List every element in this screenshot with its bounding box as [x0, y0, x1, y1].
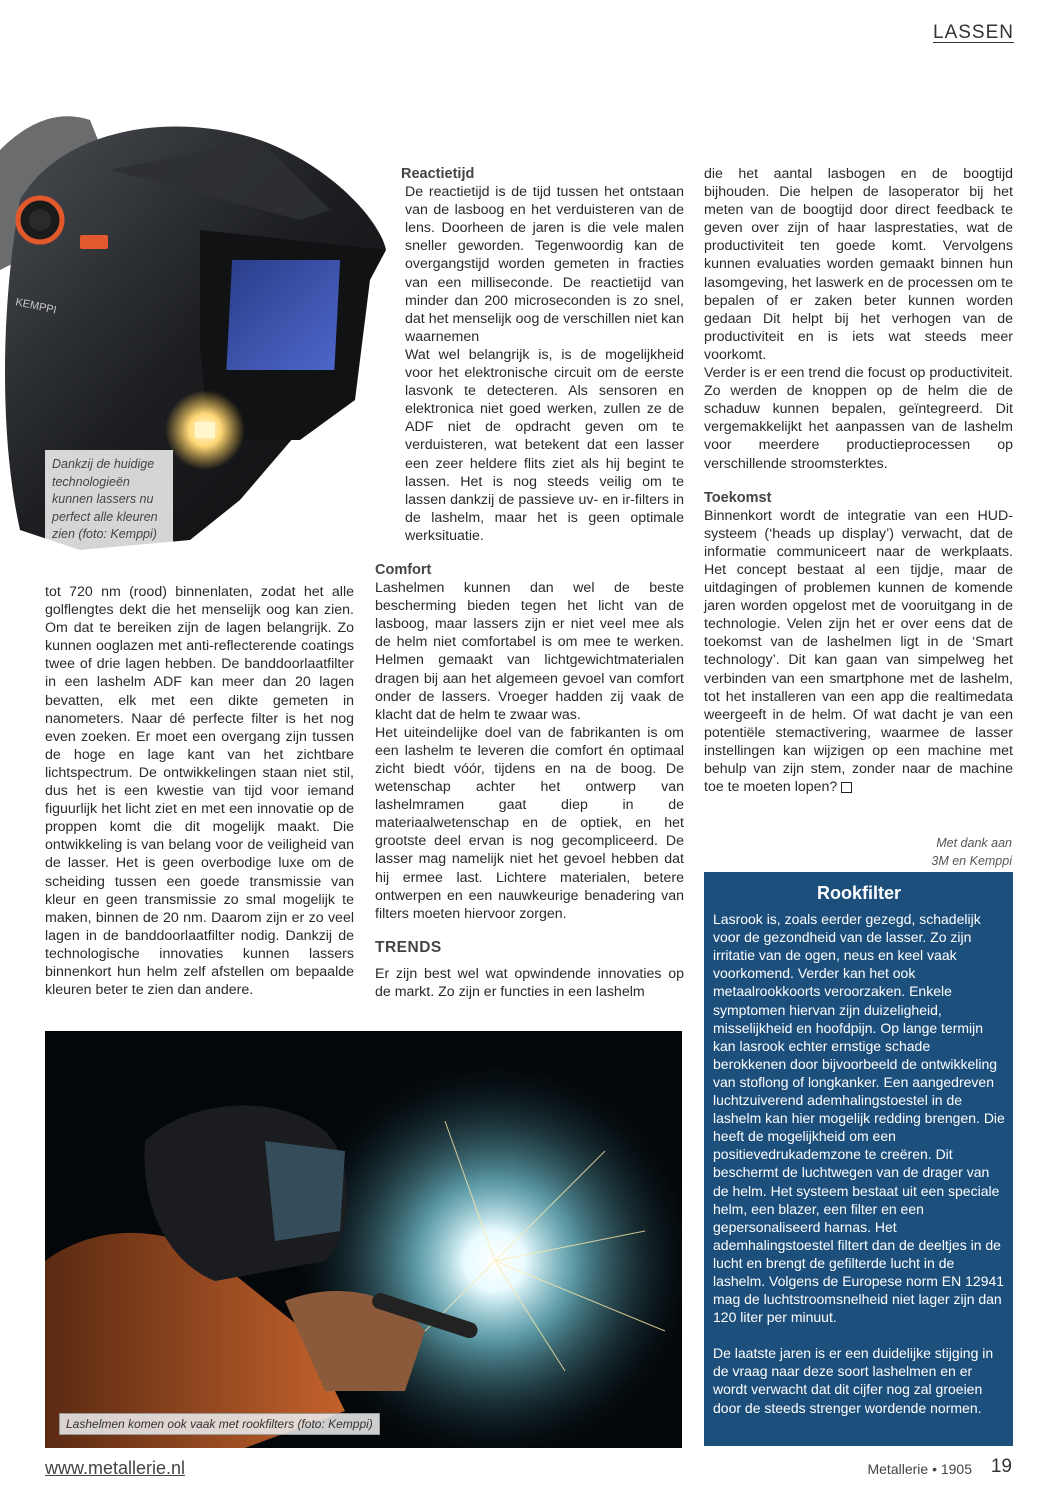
heading-reactietijd: Reactietijd	[401, 166, 475, 182]
right-paragraph-2: Verder is er een trend die focust op productiviteit. Zo werden de knoppen op de helm die de schaduw kunnen bepalen, geïntegreerd. Dit vergemakkelijkt het aanpassen van de lashelm voor meerdere productieprocessen op verschillende stroomsterktes.	[704, 365, 1013, 472]
welding-photo-caption: Lashelmen komen ook vaak met rookfilters (foto: Kemppi)	[59, 1413, 380, 1435]
rookfilter-paragraph-1: Lasrook is, zoals eerder gezegd, schadelijk voor de gezondheid van de lasser. Zo zijn irritatie van de ogen, neus en keel vaak voorkomend. Verder kan het ook metaalrookkoorts veroorzaken. Enkele symptomen hiervan zijn duizeligheid, misselijkheid en hoofdpijn. Op lange termijn kan lasrook echter ernstige schade berokkenen door bijvoorbeeld de ontwikkeling van stoflong of longkanker. Een aangedreven luchtzuiverend ademhalingstoestel in de lashelm kan hier mogelijk redding brengen. Die heeft de mogelijkheid om een positievedrukademzone te creëren. Dit beschermt de luchtwegen van de drager van de helm. Het systeem bestaat uit een speciale helm, een blazer, een filter en een gepersonaliseerd harnas. Het ademhalingstoestel filtert dan de deeltjes in de lucht en brengt de gefilterde lucht in de lashelm. Volgens de Europese norm EN 12941 mag de luchtstroomsnelheid niet lager zijn dan 120 liter per minuut.	[713, 911, 1005, 1326]
left-paragraph-1: tot 720 nm (rood) binnenlaten, zodat het alle golflengtes dekt die het menselijk oog kan zien. Om dat te bereiken zijn de lagen belangrijk. Zo kunnen ooglazen met anti-reflecterende coatings twee of drie lagen hebben. De banddoorlaatfilter in een lashelm ADF kan meer dan 20 lagen bevatten, elk met een dikte gemeten in nanometers. Naar dé perfecte filter is het nog even zoeken. Er moet een overgang zijn tussen de hoge en lage kant van het zichtbare lichtspectrum. De ontwikkelingen staan niet stil, dus het is een kwestie van tijd voor iemand figuurlijk het licht ziet en met een innovatie op de proppen komt die dit mogelijk maakt. Die ontwikkeling is van belang voor de veiligheid van de lasser. Het is geen overbodige luxe om de scheiding tussen een goede transmissie van kleur en geen transmissie zo smal mogelijk te maken, binnen de 20 nm. Daarom zijn er zo veel lagen in de banddoorlaatfilter nodig. Dankzij de technologische innovaties kunnen lassers binnenkort hun helm zelf afstellen om bepaalde kleuren beter te zien dan andere.	[45, 584, 354, 999]
rookfilter-box	[704, 872, 1013, 1446]
rookfilter-title: Rookfilter	[816, 883, 901, 903]
heading-comfort: Comfort	[375, 561, 432, 578]
helmet-photo-caption: Dankzij de huidige technologieën kunnen lassers nu perfect alle kleuren zien (foto: Kemppi)	[45, 450, 173, 550]
helmet-brand-logo: KEMPPI	[14, 296, 58, 317]
reactietijd-paragraph-2: Wat wel belangrijk is, is de mogelijkheid voor het elektronische circuit om de eerste lasvonk te detecteren. Als sensoren en elektronica niet goed werken, zullen ze de ADF niet de opdracht geven om te verduisteren, wat betekent dat een lasser een zeer heldere flits ziet als hij begint te lassen. Het is nog steeds veilig om te lassen dankzij de passieve uv- en ir-filters in de lashelm, maar het is geen optimale werksituatie.	[405, 346, 684, 544]
reactietijd-paragraph-1: De reactietijd is de tijd tussen het ontstaan van de lasboog en het verduisteren van de lens. Doorheen de jaren is die vele malen sneller geworden. Tegenwoordig kan de overgangstijd worden gemeten in fracties van een milliseconde. De reactietijd van minder dan 200 microseconden is zo snel, dat het menselijk oog de verschillen niet kan waarnemen	[405, 184, 684, 345]
footer-magazine-issue: Metallerie • 1905	[867, 1461, 972, 1477]
comfort-paragraph-1: Lashelmen kunnen dan wel de beste bescherming bieden tegen het licht van de lasboog, maar lassers zijn er niet veel mee als de helm niet comfortabel is om mee te werken. Helmen gemaakt van lichtgewichtmaterialen dragen bij aan het algemeen gevoel van comfort onder de lassers. Vroeger hadden zij vaak de klacht dat de helm te zwaar was.	[375, 580, 684, 723]
thanks-line-1: Met dank aan	[936, 836, 1012, 850]
toekomst-paragraph-1	[704, 507, 1013, 797]
heading-trends: TRENDS	[375, 938, 442, 956]
heading-toekomst: Toekomst	[704, 489, 772, 506]
left-column	[45, 583, 354, 999]
right-column	[704, 165, 1013, 796]
welder-illustration	[45, 1031, 682, 1448]
comfort-paragraph-2: Het uiteindelijke doel van de fabrikanten is om een lashelm te leveren die comfort én optimaal zicht biedt vóór, tijdens en na de boog. De wetenschap achter het ontwerp van lashelmramen gaat diep in de materiaalwetenschap en de optiek, en het grootste deel ervan is nog gecompliceerd. De lasser mag namelijk niet het gevoel hebben dat hij ermee last. Lichtere materialen, betere ontwerpen en een nauwkeurige benadering van filters moeten hiervoor zorgen.	[375, 724, 684, 922]
rookfilter-paragraph-2: De laatste jaren is er een duidelijke stijging in de vraag naar deze soort lashelmen en er wordt verwacht dat dit cijfer nog zal groeien door de steeds strenger wordende normen.	[713, 1345, 994, 1416]
middle-column	[375, 165, 684, 1001]
trends-paragraph-1: Er zijn best wel wat opwindende innovaties op de markt. Zo zijn er functies in een lashelm	[375, 965, 684, 1001]
right-paragraph-1: die het aantal lasbogen en de boogtijd bijhouden. Die helpen de lasoperator bij het meten van de boogtijd door direct feedback te geven over zijn of haar lasprestaties, wat de productiviteit ten goede komt. Vervolgens kunnen evaluaties worden gemaakt binnen hun lasomgeving, het laswerk en de processen om te bepalen of er zaken beter kunnen worden gedaan Dit helpt bij het verhogen van de productiviteit en is iets wat steeds meer voorkomt.	[704, 166, 1013, 363]
welding-photo	[45, 1031, 682, 1448]
toekomst-text: Binnenkort wordt de integratie van een HUD-systeem (‘heads up display’) verwacht, dat de informatie communiceert naar de werkplaats. Het concept bestaat al een tijdje, maar de uitdagingen of problemen kunnen de komende jaren worden opgelost met de vooruitgang in de technologie. Velen zijn het er over eens dat de toekomst van de lashelmen ligt in de ‘Smart technology’. Dit kan gaan van simpelweg het verbinden van een smartphone met de lashelm, tot het installeren van een app die realtimedata weergeeft in de helm. Of wat dacht je van een potentiële stemactivering, waarmee de lasser instellingen kan wijzigen op een machine met behulp van zijn stem, zonder naar de machine toe te moeten lopen?	[704, 507, 1013, 796]
thanks-line-2: 3M en Kemppi	[931, 854, 1012, 868]
end-mark-icon	[841, 782, 852, 793]
page-number: 19	[990, 1456, 1012, 1477]
footer-website-link[interactable]: www.metallerie.nl	[45, 1458, 186, 1478]
section-tag: LASSEN	[933, 22, 1014, 43]
thanks-note	[931, 834, 1012, 870]
